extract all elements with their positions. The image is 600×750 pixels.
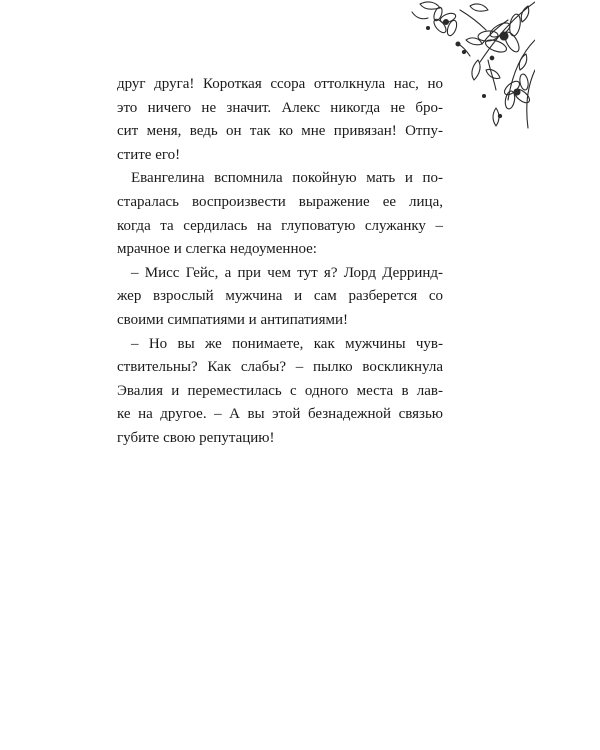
page-body-text	[117, 73, 443, 451]
text-line: мрачное и слегка недоуменное:	[117, 241, 317, 258]
text-line: своими симпатиями и антипатиями!	[117, 311, 348, 328]
text-line: ствительны? Как слабы? – пылко воскликнула	[117, 359, 443, 376]
text-line: – Мисс Гейс, а при чем тут я? Лорд Дерринд-	[131, 264, 443, 281]
text-line: Евангелина вспомнила покойную мать и по-	[131, 170, 443, 187]
text-line: друг друга! Короткая ссора оттолкнула нас, но	[117, 76, 443, 92]
text-line: Эвалия и переместилась с одного места в лав-	[117, 382, 443, 399]
text-line: старалась воспроизвести выражение ее лица,	[117, 193, 443, 210]
text-line: губите свою репутацию!	[117, 429, 275, 446]
text-line: жер взрослый мужчина и сам разберется со	[117, 288, 443, 305]
text-line: когда та сердилась на глуповатую служанку –	[117, 217, 443, 234]
text-line: ке на другое. – А вы этой безнадежной связью	[117, 406, 443, 423]
text-line: сит меня, ведь он так ко мне привязан! Отпу-	[117, 123, 443, 140]
text-line: стите его!	[117, 146, 181, 163]
text-line: это ничего не значит. Алекс никогда не бро-	[117, 99, 443, 116]
text-line: – Но вы же понимаете, как мужчины чув-	[131, 335, 443, 352]
